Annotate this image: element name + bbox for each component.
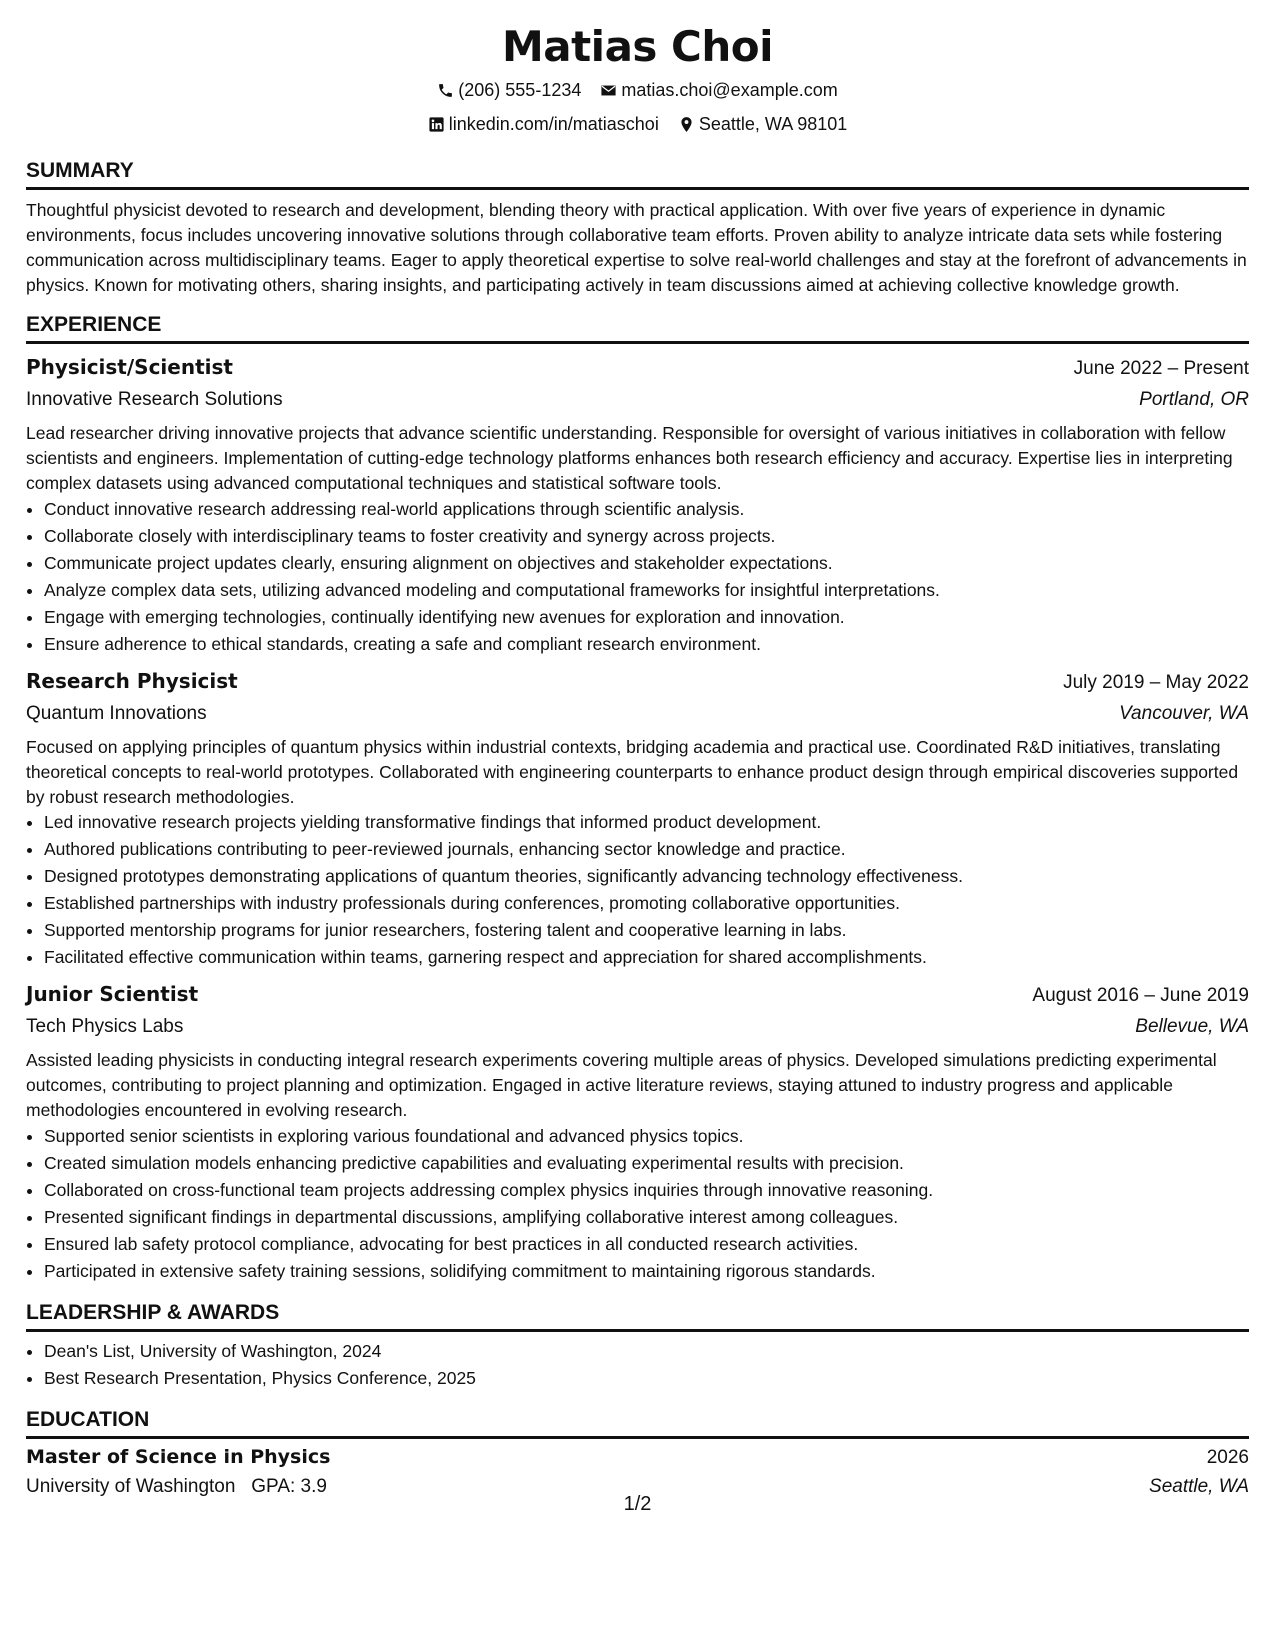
job-entry — [26, 979, 1249, 1285]
awards-section — [26, 1299, 1249, 1392]
phone-icon — [437, 82, 454, 99]
education-school: University of Washington — [26, 1475, 236, 1497]
experience-heading: EXPERIENCE — [26, 311, 1249, 344]
education-heading: EDUCATION — [26, 1406, 1249, 1439]
job-bullets — [26, 1123, 1249, 1285]
education-year: 2026 — [1206, 1446, 1249, 1468]
job-description: Assisted leading physicists in conducting integral research experiments covering multiple areas of physics. Developed simulations predicting experimental outcomes, contributing to project planning and optimization. Engaged in active literature reviews, staying attuned to industry progress and applicable methodologies encountered in evolving research. — [26, 1050, 1217, 1121]
award-item: • Best Research Presentation, Physics Conference, 2025 — [44, 1365, 1249, 1392]
experience-section — [26, 311, 1249, 1285]
job-bullet: • Facilitated effective communication within teams, garnering respect and appreciation for shared accomplishments. — [44, 944, 1249, 971]
job-bullet: • Ensured lab safety protocol compliance, advocating for best practices in all conducted research activities. — [44, 1231, 1249, 1258]
job-company: Quantum Innovations — [26, 702, 207, 724]
job-company-row — [26, 698, 1249, 729]
job-entry — [26, 666, 1249, 972]
phone-contact — [437, 75, 581, 106]
job-bullet: • Participated in extensive safety training sessions, solidifying commitment to maintaining rigorous standards. — [44, 1258, 1249, 1285]
job-bullet: • Conduct innovative research addressing real-world applications through scientific analysis. — [44, 496, 1249, 523]
location-contact — [678, 109, 847, 140]
job-bullet: • Collaborated on cross-functional team projects addressing complex physics inquiries through innovative reasoning. — [44, 1177, 1249, 1204]
linkedin-url[interactable]: linkedin.com/in/matiaschoi — [448, 114, 659, 134]
job-bullet: • Established partnerships with industry professionals during conferences, promoting collaborative opportunities. — [44, 890, 1249, 917]
summary-heading: SUMMARY — [26, 157, 1249, 190]
job-role: Research Physicist — [26, 668, 238, 693]
job-location: Bellevue, WA — [1135, 1016, 1249, 1038]
contact-line-1 — [26, 75, 1249, 109]
award-item: • Dean's List, University of Washington, 2024 — [44, 1338, 1249, 1365]
job-title-row — [26, 666, 1249, 698]
job-entry — [26, 352, 1249, 658]
job-bullet: • Collaborate closely with interdisciplinary teams to foster creativity and synergy across projects. — [44, 523, 1249, 550]
job-dates: August 2016 – June 2019 — [1032, 985, 1249, 1007]
linkedin-contact[interactable] — [428, 109, 659, 140]
job-title-row — [26, 352, 1249, 384]
job-location: Portland, OR — [1139, 389, 1249, 411]
job-bullet: • Presented significant findings in departmental discussions, amplifying collaborative interest among colleagues. — [44, 1204, 1249, 1231]
awards-list — [26, 1338, 1249, 1392]
envelope-icon — [600, 82, 617, 99]
awards-heading: LEADERSHIP & AWARDS — [26, 1299, 1249, 1332]
summary-section — [26, 157, 1249, 297]
job-company: Innovative Research Solutions — [26, 389, 283, 411]
job-bullet: • Created simulation models enhancing predictive capabilities and evaluating experimental results with precision. — [44, 1150, 1249, 1177]
job-dates: June 2022 – Present — [1073, 358, 1249, 380]
job-dates: July 2019 – May 2022 — [1063, 671, 1249, 693]
job-bullet: • Analyze complex data sets, utilizing advanced modeling and computational frameworks for insightful interpretations. — [44, 577, 1249, 604]
job-bullet: • Engage with emerging technologies, continually identifying new avenues for exploration and innovation. — [44, 604, 1249, 631]
job-company-row — [26, 384, 1249, 415]
linkedin-icon — [428, 116, 445, 133]
job-bullet: • Designed prototypes demonstrating applications of quantum theories, significantly advancing technology effectiveness. — [44, 863, 1249, 890]
phone-number: (206) 555-1234 — [458, 80, 582, 100]
education-gpa: GPA: 3.9 — [251, 1475, 327, 1497]
job-bullet: • Ensure adherence to ethical standards, creating a safe and compliant research environment. — [44, 631, 1249, 658]
job-location: Vancouver, WA — [1119, 702, 1249, 724]
location-text: Seattle, WA 98101 — [698, 114, 848, 134]
job-bullet: • Authored publications contributing to peer-reviewed journals, enhancing sector knowledge and practice. — [44, 836, 1249, 863]
education-section — [26, 1406, 1249, 1501]
job-bullets — [26, 496, 1249, 658]
job-title-row — [26, 979, 1249, 1011]
summary-text: Thoughtful physicist devoted to research and development, blending theory with practical application. With over five years of experience in dynamic environments, focus includes uncovering innovative solutions through collaborative team efforts. Proven ability to analyze intricate data sets while fostering communication across multidisciplinary teams. Eager to apply theoretical expertise to solve real-world challenges and stay at the forefront of advancements in physics. Known for motivating others, sharing insights, and participating actively in team discussions aimed at achieving collective knowledge growth. — [26, 200, 1247, 295]
job-role: Junior Scientist — [26, 982, 199, 1007]
email-address[interactable]: matias.choi@example.com — [621, 80, 838, 100]
job-description: Lead researcher driving innovative projects that advance scientific understanding. Responsible for oversight of various initiatives in collaboration with fellow scientists and engineers. Implementation of cutting-edge technology platforms enhances both research efficiency and accuracy. Expertise lies in interpreting complex datasets using advanced computational techniques and statistical software tools. — [26, 423, 1233, 494]
job-description: Focused on applying principles of quantum physics within industrial contexts, bridging academia and practical use. Coordinated R&D initiatives, translating theoretical concepts to real-world prototypes. Collaborated with engineering counterparts to enhance product design through empirical discoveries supported by robust research methodologies. — [26, 736, 1239, 807]
job-company: Tech Physics Labs — [26, 1016, 184, 1038]
resume-header — [26, 0, 1249, 143]
job-bullet: • Supported senior scientists in exploring various foundational and advanced physics topics. — [44, 1123, 1249, 1150]
page-number: 1/2 — [623, 1493, 652, 1515]
map-marker-icon — [678, 116, 695, 133]
job-bullet: • Supported mentorship programs for junior researchers, fostering talent and cooperative learning in labs. — [44, 917, 1249, 944]
candidate-name: Matias Choi — [501, 22, 774, 71]
education-degree-row — [26, 1443, 1249, 1472]
job-bullets — [26, 809, 1249, 971]
job-role: Physicist/Scientist — [26, 355, 233, 380]
contact-line-2 — [26, 109, 1249, 143]
job-bullet: • Communicate project updates clearly, ensuring alignment on objectives and stakeholder expectations. — [44, 550, 1249, 577]
email-contact[interactable] — [600, 75, 837, 106]
job-bullet: • Led innovative research projects yielding transformative findings that informed product development. — [44, 809, 1249, 836]
education-location: Seattle, WA — [1149, 1475, 1249, 1497]
job-company-row — [26, 1011, 1249, 1042]
education-degree: Master of Science in Physics — [26, 1445, 331, 1468]
